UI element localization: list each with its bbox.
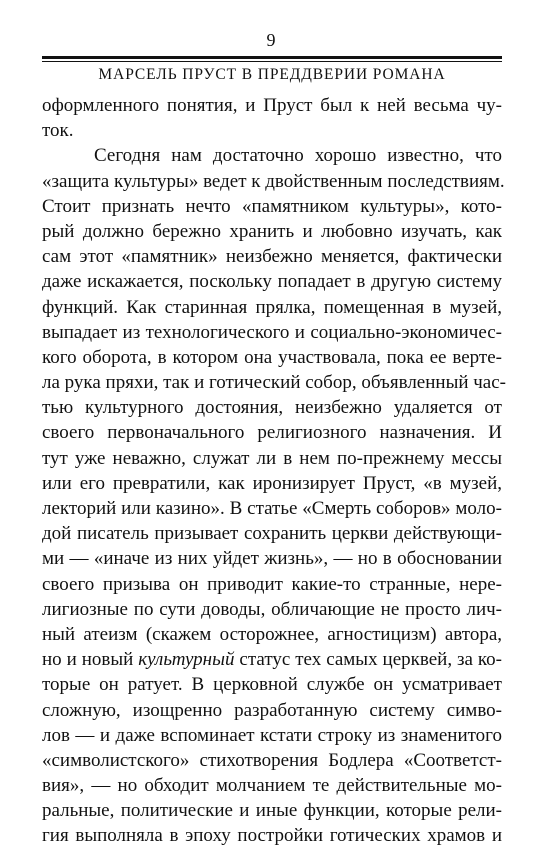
text-line: выпадает из технологического и социально-экономичес- [42, 321, 502, 343]
text-segment: статус тех самых церквей, за ко- [234, 649, 502, 671]
text-line: тью культурного достояния, неизбежно удаляется от [42, 397, 502, 419]
running-head: МАРСЕЛЬ ПРУСТ В ПРЕДДВЕРИИ РОМАНА [98, 66, 446, 83]
text-line: ток. [42, 120, 74, 142]
text-line: гия выполняла в эпоху постройки готических храмов и [42, 825, 502, 847]
text-line: сложную, изощренно разработанную систему симво- [42, 699, 502, 721]
text-line: сам этот «памятник» неизбежно меняется, фактически [42, 246, 502, 268]
text-segment: но и новый [42, 649, 139, 671]
text-line: даже искажается, поскольку попадает в другую систему [42, 271, 502, 293]
text-line: функций. Как старинная прялка, помещенная в музей, [42, 296, 502, 318]
text-line: торые он ратует. В церковной службе он усматривает [42, 674, 502, 696]
header-rule-thick [42, 56, 502, 59]
text-line: дой писатель призывает сохранить церкви действующи- [42, 523, 502, 545]
text-line: тут уже неважно, служат ли в нем по-прежнему мессы [42, 447, 502, 469]
text-line: «символистского» стихотворения Бодлера «Соответст- [42, 749, 502, 771]
text-line: или его превратили, как иронизирует Пруст, «в музей, [42, 472, 502, 494]
header-rule-thin [42, 61, 502, 62]
body-text [42, 93, 506, 849]
text-line: лигиозные по сути доводы, обличающие не просто лич- [42, 598, 502, 620]
text-line: ла рука пряхи, так и готический собор, объявленный час- [42, 372, 506, 394]
page-number: 9 [266, 30, 276, 50]
text-line: лов — и даже вспоминает кстати строку из знаменитого [42, 724, 502, 746]
text-line: ральные, политические и иные функции, которые рели- [42, 800, 502, 822]
text-line: своего призыва он приводит какие-то странные, нере- [42, 573, 502, 595]
text-line: лекторий или казино». В статье «Смерть соборов» моло- [42, 498, 502, 519]
text-line: ми — «иначе из них уйдет жизнь», — но в обосновании [42, 548, 502, 570]
text-line-with-emphasis [42, 647, 502, 672]
text-line: оформленного понятия, и Пруст был к ней весьма чу- [42, 95, 502, 116]
text-line: ный атеизм (скажем осторожнее, агностицизм) автора, [42, 623, 502, 645]
text-line: своего первоначального религиозного назначения. И [42, 422, 502, 444]
text-line: кого оборота, в котором она участвовала, пока ее верте- [42, 346, 502, 368]
emphasized-word: культурный [138, 649, 235, 671]
text-line: Сегодня нам достаточно хорошо известно, что [94, 145, 502, 167]
text-line: «защита культуры» ведет к двойственным последствиям. [42, 170, 505, 192]
text-line: рый должно бережно хранить и любовно изучать, как [42, 220, 502, 242]
text-line: вия», — но обходит молчанием те действительные мо- [42, 775, 502, 797]
text-line: Стоит признать нечто «памятником культуры», кото- [42, 195, 502, 217]
